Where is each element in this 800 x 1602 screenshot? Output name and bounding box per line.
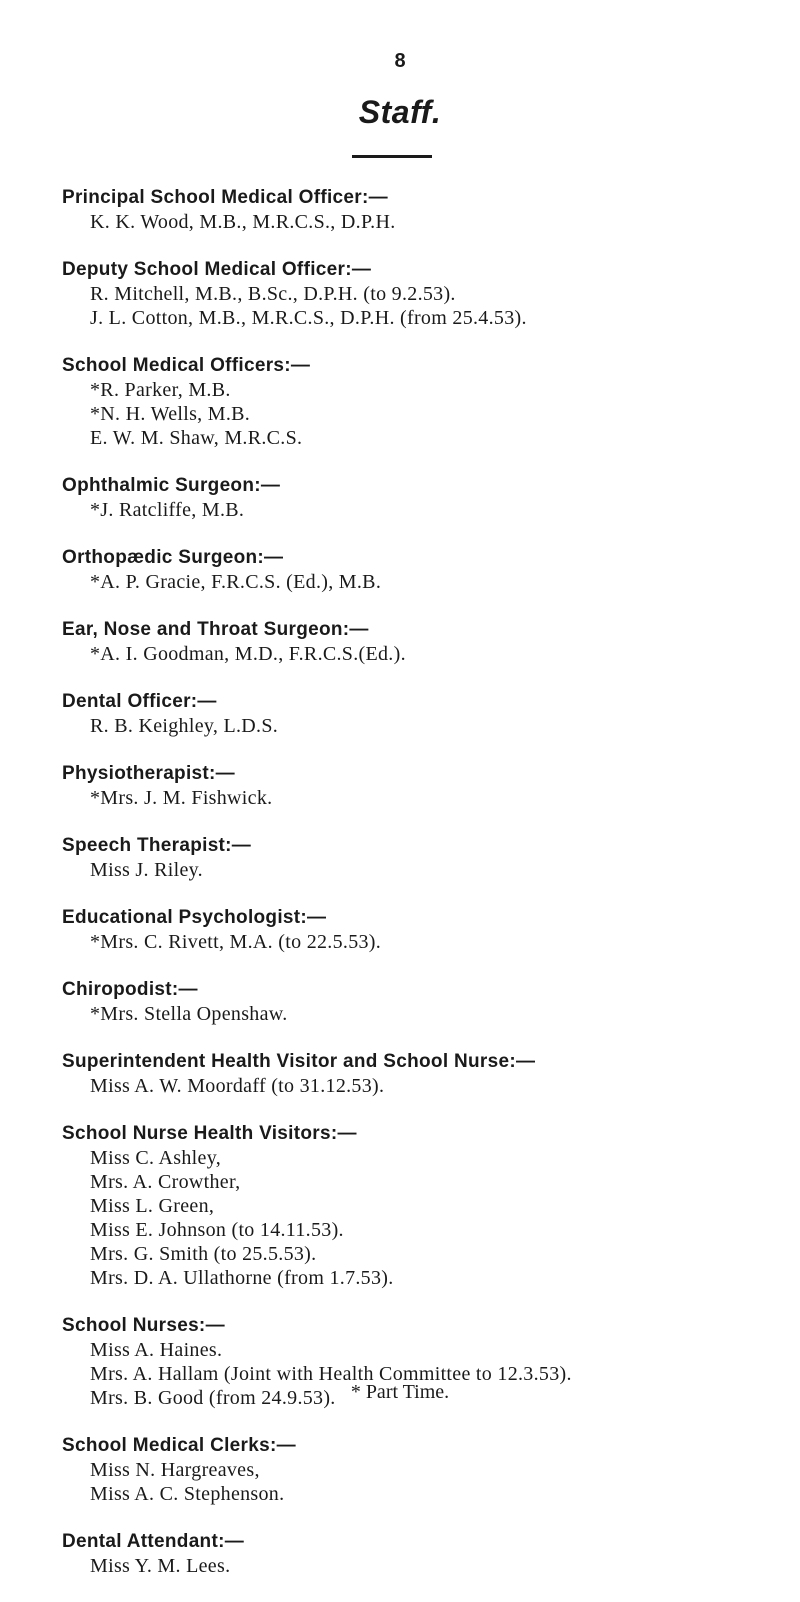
footnote: * Part Time. <box>350 1381 450 1403</box>
section-heading: Principal School Medical Officer:— <box>62 187 388 208</box>
section-heading: School Medical Clerks:— <box>62 1435 296 1456</box>
section-heading: Physiotherapist:— <box>62 763 235 784</box>
staff-section <box>62 834 782 882</box>
staff-entry: *Mrs. J. M. Fishwick. <box>90 787 273 809</box>
staff-entry: K. K. Wood, M.B., M.R.C.S., D.P.H. <box>90 211 396 233</box>
staff-section <box>62 978 782 1026</box>
staff-section <box>62 186 782 234</box>
staff-entry: Miss N. Hargreaves, <box>90 1459 260 1481</box>
section-heading: Deputy School Medical Officer:— <box>62 259 372 280</box>
staff-section <box>62 1434 782 1506</box>
staff-section <box>62 1050 782 1098</box>
page-number: 8 <box>394 50 406 72</box>
section-heading: Ear, Nose and Throat Surgeon:— <box>62 619 369 640</box>
staff-entry: *A. P. Gracie, F.R.C.S. (Ed.), M.B. <box>90 571 382 593</box>
staff-entry: Miss A. Haines. <box>90 1339 223 1361</box>
staff-entry: R. Mitchell, M.B., B.Sc., D.P.H. (to 9.2.53). <box>90 283 456 305</box>
staff-entry: *Mrs. C. Rivett, M.A. (to 22.5.53). <box>90 931 382 953</box>
section-heading: Educational Psychologist:— <box>62 907 327 928</box>
section-heading: Chiropodist:— <box>62 979 198 1000</box>
staff-entry: Miss Y. M. Lees. <box>90 1555 231 1577</box>
staff-entry: Mrs. G. Smith (to 25.5.53). <box>90 1243 317 1265</box>
staff-entry: Mrs. B. Good (from 24.9.53). <box>90 1387 336 1409</box>
staff-entry: Mrs. D. A. Ullathorne (from 1.7.53). <box>90 1267 394 1289</box>
staff-entry: R. B. Keighley, L.D.S. <box>90 715 279 737</box>
staff-entry: Miss A. W. Moordaff (to 31.12.53). <box>90 1075 385 1097</box>
staff-entry: Miss E. Johnson (to 14.11.53). <box>90 1219 344 1241</box>
staff-section <box>62 1530 782 1578</box>
staff-entry: *J. Ratcliffe, M.B. <box>90 499 245 521</box>
staff-section <box>62 762 782 810</box>
staff-entry: *N. H. Wells, M.B. <box>90 403 251 425</box>
staff-section <box>62 618 782 666</box>
staff-section <box>62 906 782 954</box>
staff-entry: Miss A. C. Stephenson. <box>90 1483 285 1505</box>
staff-entry: *R. Parker, M.B. <box>90 379 231 401</box>
staff-entry: Mrs. A. Crowther, <box>90 1171 241 1193</box>
section-heading: Speech Therapist:— <box>62 835 252 856</box>
section-heading: School Medical Officers:— <box>62 355 311 376</box>
section-heading: School Nurses:— <box>62 1315 225 1336</box>
staff-entry: *Mrs. Stella Openshaw. <box>90 1003 288 1025</box>
staff-entry: Miss J. Riley. <box>90 859 203 881</box>
staff-entry: *A. I. Goodman, M.D., F.R.C.S.(Ed.). <box>90 643 406 665</box>
section-heading: Superintendent Health Visitor and School Nurse:— <box>62 1051 536 1072</box>
page-title: Staff. <box>358 94 442 130</box>
staff-entry: Miss C. Ashley, <box>90 1147 222 1169</box>
staff-section <box>62 474 782 522</box>
staff-section <box>62 258 782 330</box>
staff-entry: Mrs. A. Hallam (Joint with Health Committee to 12.3.53). <box>90 1363 572 1385</box>
staff-entry: J. L. Cotton, M.B., M.R.C.S., D.P.H. (from 25.4.53). <box>90 307 527 329</box>
section-heading: Dental Officer:— <box>62 691 217 712</box>
staff-section <box>62 1122 782 1290</box>
title-divider <box>352 155 432 158</box>
section-heading: Orthopædic Surgeon:— <box>62 547 284 568</box>
section-heading: Ophthalmic Surgeon:— <box>62 475 281 496</box>
staff-entry: Miss L. Green, <box>90 1195 215 1217</box>
section-heading: School Nurse Health Visitors:— <box>62 1123 357 1144</box>
staff-entry: E. W. M. Shaw, M.R.C.S. <box>90 427 303 449</box>
staff-section <box>62 690 782 738</box>
staff-section <box>62 354 782 450</box>
section-heading: Dental Attendant:— <box>62 1531 245 1552</box>
staff-section <box>62 546 782 594</box>
